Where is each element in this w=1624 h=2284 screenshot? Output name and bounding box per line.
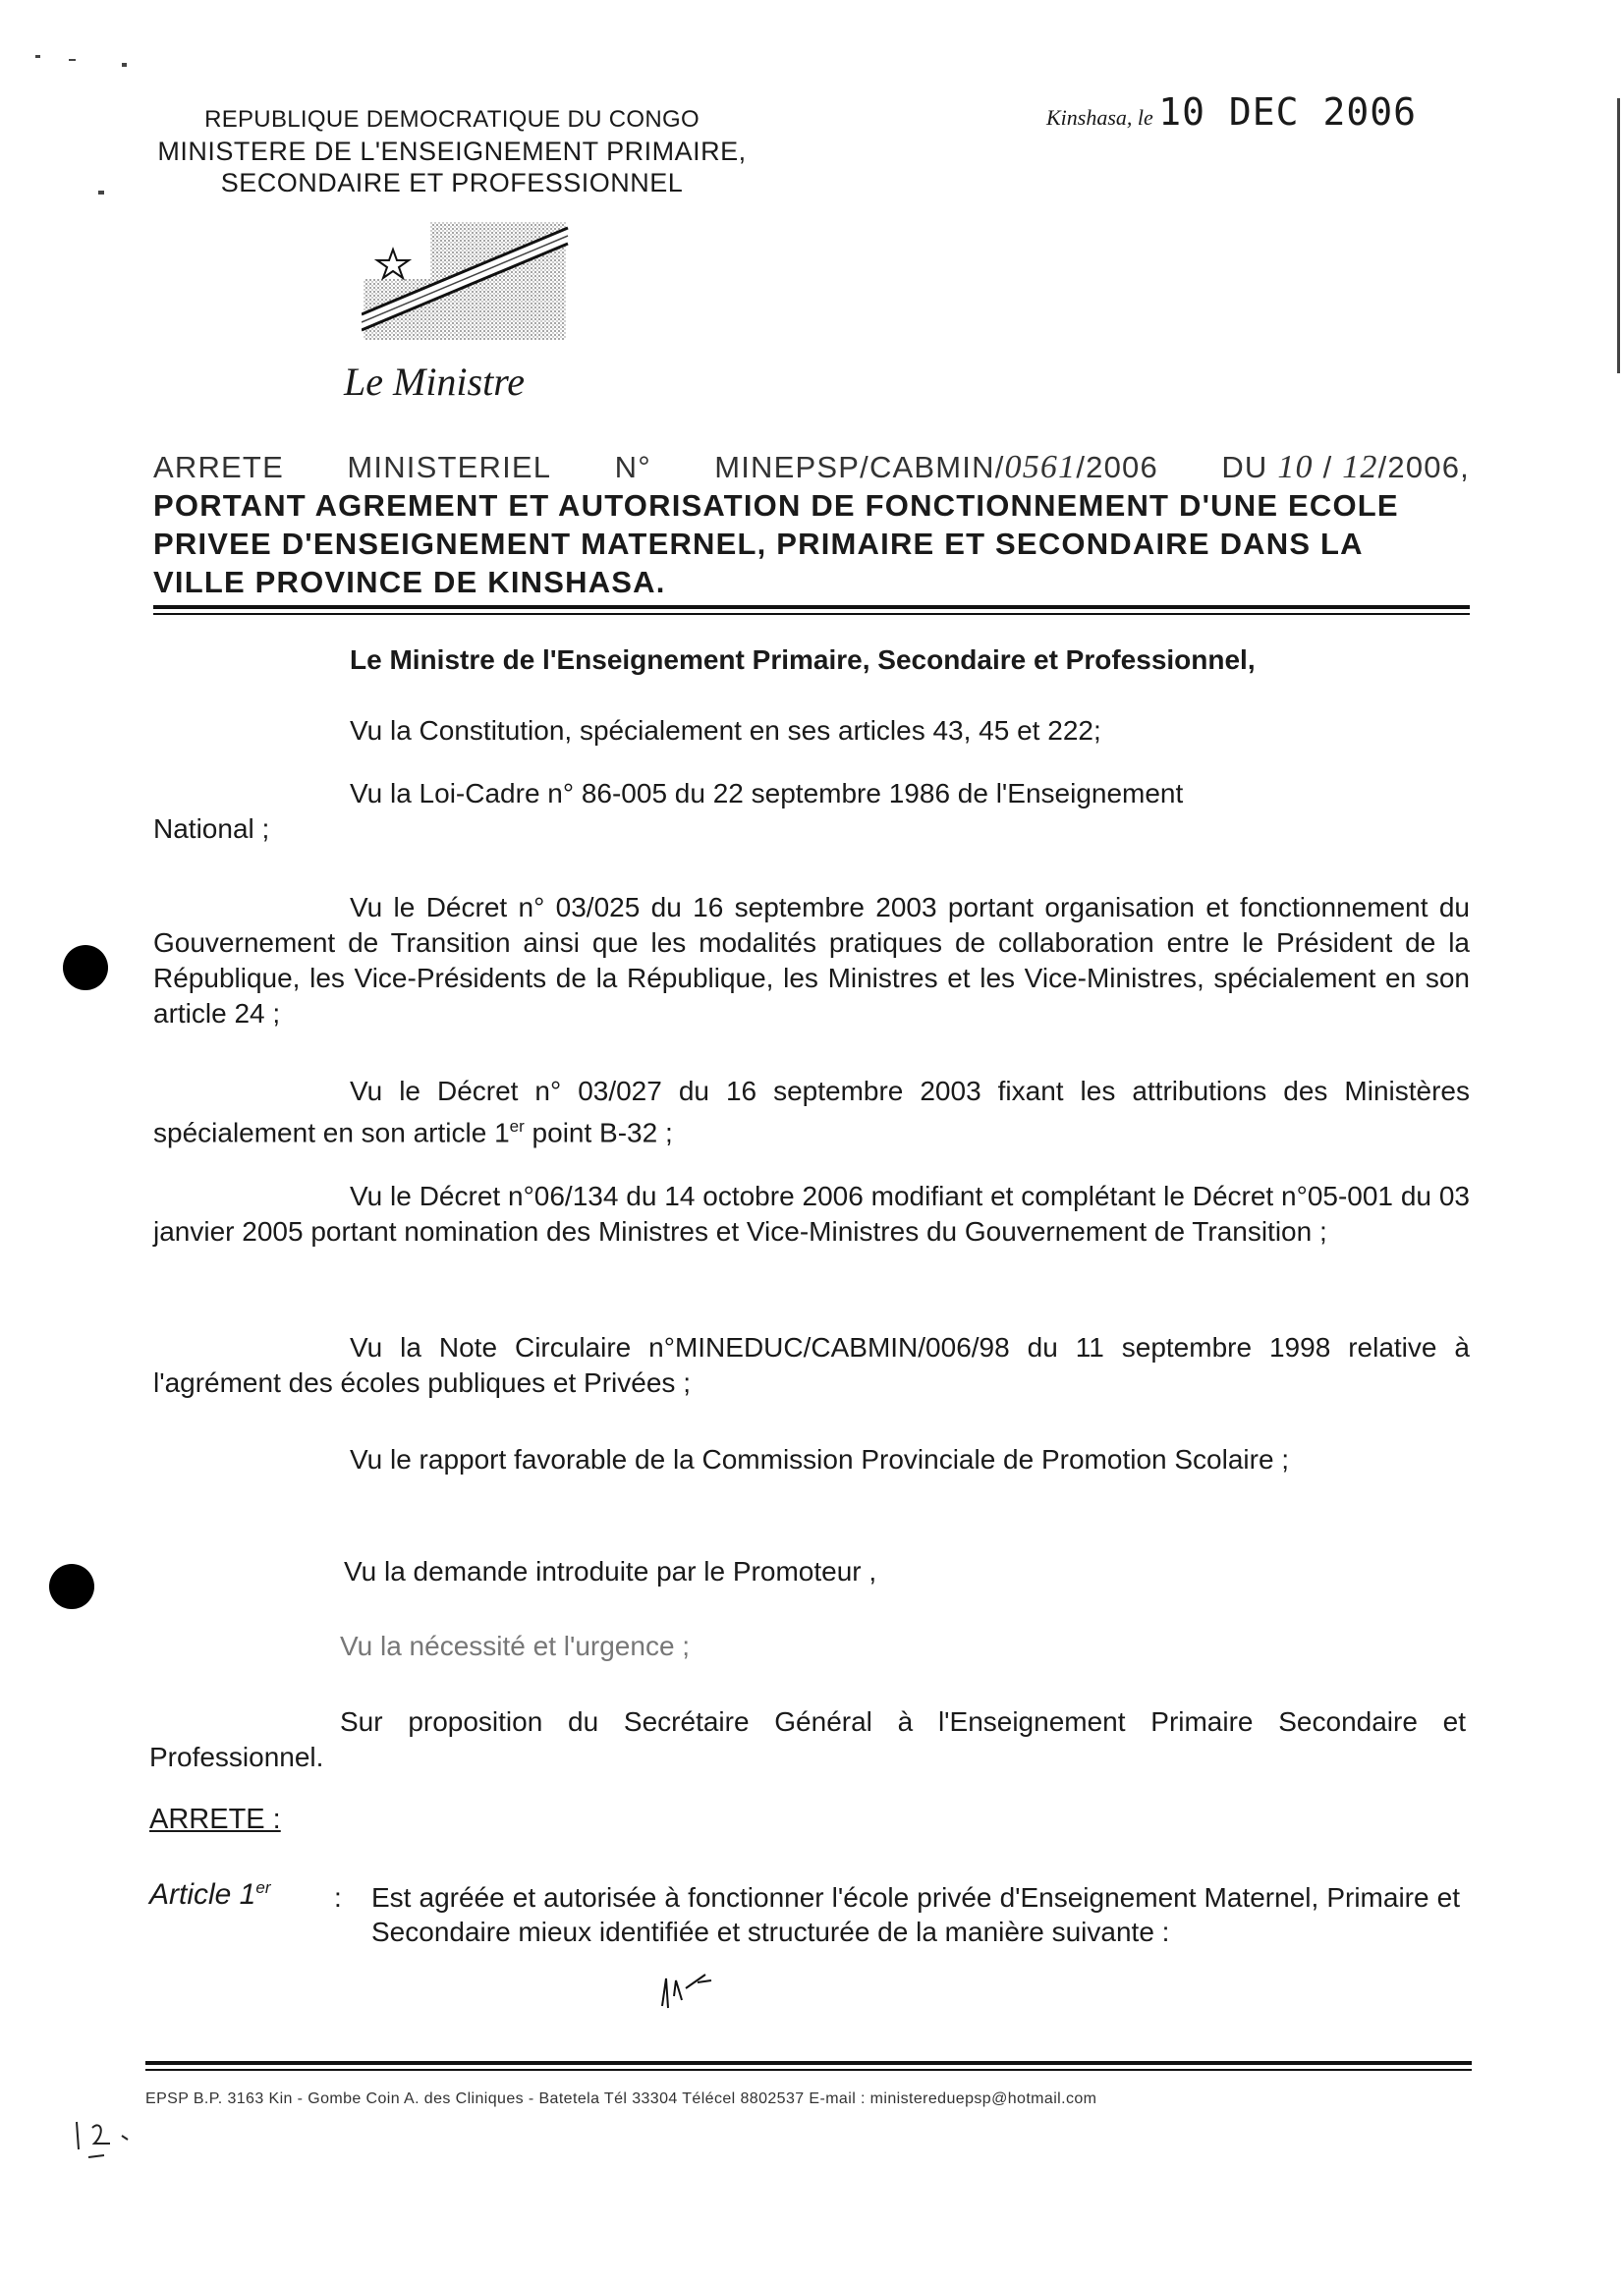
visa-note-circulaire: Vu la Note Circulaire n°MINEDUC/CABMIN/006/98 du 11 septembre 1998 relative à l'agrément des écoles publiques et Privées ;	[153, 1332, 1470, 1398]
title-word-ministeriel: MINISTERIEL	[347, 450, 552, 484]
decree-title-line2: PORTANT AGREMENT ET AUTORISATION DE FONCTIONNEMENT D'UNE ECOLE	[153, 488, 1399, 523]
proposition: Sur proposition du Secrétaire Général à l'Enseignement Primaire Secondaire et Professionnel.	[149, 1706, 1466, 1772]
visa-rapport: Vu le rapport favorable de la Commission Provinciale de Promotion Scolaire ;	[350, 1444, 1290, 1475]
decree-title	[153, 448, 1470, 601]
visa-decret-06-134: Vu le Décret n°06/134 du 14 octobre 2006 modifiant et complétant le Décret n°05-001 du 03 janvier 2005 portant nomination des Ministres et Vice-Ministres du Gouvernement de Transition ;	[153, 1181, 1470, 1247]
republic-name: REPUBLIQUE DEMOCRATIQUE DU CONGO	[204, 106, 700, 133]
visa-decret-03-025: Vu le Décret n° 03/025 du 16 septembre 2003 portant organisation et fonctionnement du Gouvernement de Transition ainsi que les modalités pratiques de collaboration entre le Président de la République, les Vice-Présidents de la République, les Ministres et les Vice-Ministres, spécialement en son article 24 ;	[153, 892, 1470, 1029]
visa-loi-cadre: Vu la Loi-Cadre n° 86-005 du 22 septembre 1986 de l'Enseignement National ;	[153, 778, 1184, 844]
title-word-arrete: ARRETE	[153, 450, 284, 484]
decree-date: DU 10 / 12/2006,	[1221, 449, 1470, 485]
title-divider-thick	[153, 605, 1470, 609]
decree-day-handwritten: 10	[1277, 449, 1314, 485]
visa-constitution: Vu la Constitution, spécialement en ses articles 43, 45 et 222;	[350, 715, 1101, 746]
minister-title: Le Ministre	[344, 360, 526, 404]
footer-divider-thin	[145, 2069, 1472, 2071]
punch-hole-top	[63, 945, 108, 990]
footer-address: EPSP B.P. 3163 Kin - Gombe Coin A. des Cliniques - Batetela Tél 33304 Télécel 8802537 E-mail : ministereduepsp@hotmail.com	[145, 2090, 1097, 2107]
decree-title-line1	[153, 448, 1470, 486]
minister-preamble: Le Ministre de l'Enseignement Primaire, Secondaire et Professionnel,	[350, 644, 1256, 675]
article-1-text: Est agréée et autorisée à fonctionner l'école privée d'Enseignement Maternel, Primaire et Secondaire mieux identifiée et structurée de la manière suivante :	[371, 1882, 1460, 1947]
decree-month-handwritten: 12	[1342, 449, 1378, 485]
scan-speck	[1617, 98, 1620, 373]
visa-necessite: Vu la nécessité et l'urgence ;	[340, 1631, 691, 1661]
decree-number-handwritten: 0561	[1004, 449, 1077, 485]
scan-speck	[35, 55, 40, 58]
ministry-name-line2: SECONDAIRE ET PROFESSIONNEL	[220, 168, 684, 197]
footer-divider-thick	[145, 2061, 1472, 2065]
scan-speck	[122, 63, 127, 67]
flag-emblem-icon	[362, 220, 570, 348]
date-line	[1046, 90, 1417, 134]
article-1-colon: :	[334, 1882, 342, 1913]
ministry-name-line1: MINISTERE DE L'ENSEIGNEMENT PRIMAIRE,	[157, 137, 747, 166]
scan-speck	[69, 59, 76, 61]
article-1-label: Article 1er	[149, 1878, 271, 1911]
arrete-heading: ARRETE :	[149, 1804, 281, 1835]
margin-scribble-icon	[65, 2110, 159, 2169]
title-word-number: N°	[614, 450, 651, 484]
title-divider-thin	[153, 613, 1470, 615]
punch-hole-bottom	[49, 1564, 94, 1609]
decree-title-line4: VILLE PROVINCE DE KINSHASA.	[153, 565, 666, 599]
letterhead	[147, 104, 756, 198]
decree-title-line3: PRIVEE D'ENSEIGNEMENT MATERNEL, PRIMAIRE ET SECONDAIRE DANS LA	[153, 527, 1364, 561]
visa-decret-03-027: Vu le Décret n° 03/027 du 16 septembre 2003 fixant les attributions des Ministères spécialement en son article 1er point B-32 ;	[153, 1076, 1470, 1148]
scan-speck	[98, 191, 104, 195]
date-stamp: 10 DEC 2006	[1158, 90, 1417, 134]
decree-reference: MINEPSP/CABMIN/0561/2006	[714, 449, 1158, 485]
date-prefix: Kinshasa, le	[1046, 105, 1153, 130]
visa-demande: Vu la demande introduite par le Promoteur ,	[344, 1556, 877, 1587]
handwritten-initials-icon	[656, 1967, 721, 2012]
